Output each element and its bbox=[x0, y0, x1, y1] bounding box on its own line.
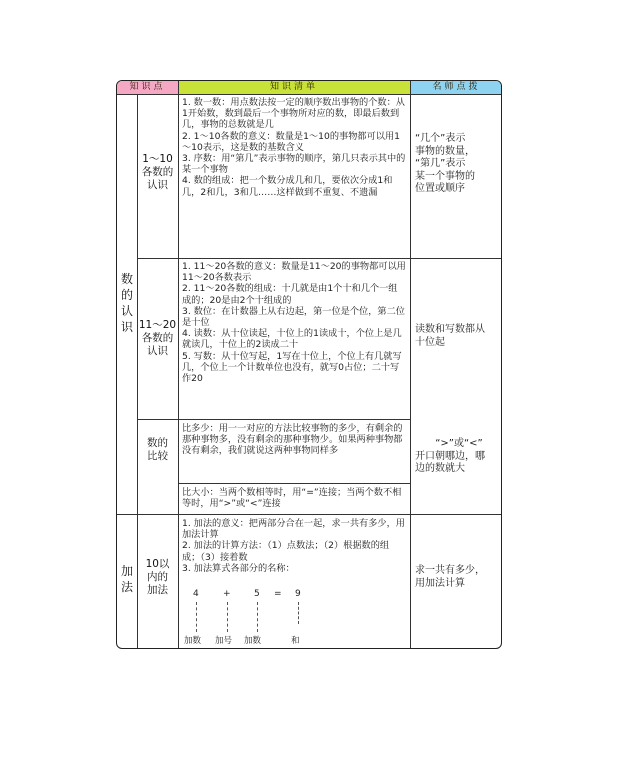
tip-11-20 bbox=[415, 324, 502, 349]
topic-addition bbox=[137, 558, 178, 597]
list-compare-amount bbox=[178, 422, 410, 457]
tip-compare bbox=[415, 438, 502, 476]
list-compare-size bbox=[178, 486, 410, 509]
topic-line: 各数的 bbox=[141, 166, 174, 178]
knowledge-table bbox=[116, 80, 502, 649]
col-divider-3 bbox=[410, 81, 411, 649]
topic-line: 10以 bbox=[145, 558, 170, 570]
equation-sum: 9 bbox=[295, 589, 301, 599]
list-item: 3. 序数：用“第几”表示事物的顺序，第几只表示其中的某一个事物 bbox=[182, 153, 406, 176]
equation-pointer bbox=[227, 602, 228, 632]
section-label: 加法 bbox=[121, 564, 134, 594]
equation-pointer bbox=[298, 602, 299, 624]
equation-addend-1: 4 bbox=[193, 589, 199, 599]
topic-line: 1～10 bbox=[142, 153, 173, 165]
tip-line: “几个”表示 bbox=[415, 133, 466, 144]
tip-line: 边的数就大 bbox=[415, 463, 465, 474]
list-item: 比大小：当两个数相等时，用“=”连接；当两个数不相等时，用“>”或“<”连接 bbox=[182, 487, 402, 510]
list-item: 比多少：用一一对应的方法比较事物的多少，有剩余的那种事物多，没有剩余的那种事物少。如果两种事物都没有剩余，我们就说这两种事物同样多 bbox=[182, 423, 403, 457]
topic-11-20 bbox=[137, 319, 178, 358]
part-label-addend: 加数 bbox=[244, 636, 262, 646]
tip-line: 事物的数量， bbox=[415, 145, 475, 157]
topic-1-10 bbox=[137, 153, 178, 192]
tip-line: “>”或“<” bbox=[435, 438, 483, 449]
header-tip: 名师点拨 bbox=[432, 82, 481, 92]
list-11-20 bbox=[178, 260, 410, 384]
part-label-plus: 加号 bbox=[215, 636, 233, 646]
topic-line: 认识 bbox=[147, 345, 168, 357]
tip-line: 读数和写数都从 bbox=[415, 324, 485, 335]
list-1-10 bbox=[178, 96, 410, 198]
list-item: 3. 加法算式各部分的名称： bbox=[182, 562, 295, 574]
list-item: 2. 加法的计算方法：（1）点数法；（2）根据数的组成；（3）接着数 bbox=[182, 540, 390, 563]
equation-addend-2: 5 bbox=[254, 589, 260, 599]
list-item: 2. 1～10各数的意义：数量是1～10的事物都可以用1～10表示，这是数的基数含义 bbox=[182, 130, 400, 153]
list-item: 4. 数的组成：把一个数分成几和几，要依次分成1和几，2和几，3和几……这样做到不重复、不遗漏 bbox=[182, 175, 393, 198]
section-label: 数的认识 bbox=[121, 272, 134, 334]
header-divider bbox=[117, 94, 502, 95]
equation-equals: = bbox=[274, 589, 282, 599]
tip-1-10 bbox=[415, 133, 502, 196]
row-divider-1 bbox=[137, 258, 502, 259]
part-label-sum: 和 bbox=[291, 636, 300, 646]
tip-line: 用加法计算 bbox=[415, 577, 465, 589]
topic-line: 比较 bbox=[147, 450, 168, 462]
topic-line: 数的 bbox=[147, 437, 168, 449]
topic-line: 加法 bbox=[147, 584, 168, 596]
topic-line: 认识 bbox=[147, 179, 168, 191]
topic-line: 各数的 bbox=[141, 332, 174, 344]
list-addition bbox=[178, 517, 410, 574]
section-number-recognition bbox=[117, 271, 137, 335]
list-item: 1. 数一数：用点数法按一定的顺序数出事物的个数：从1开始数，数到最后一个事物所对应的数，即最后数到几，事物的总数就是几 bbox=[182, 97, 405, 131]
row-divider-2 bbox=[137, 419, 410, 420]
equation-plus: + bbox=[223, 589, 231, 599]
topic-line: 11～20 bbox=[138, 319, 177, 331]
list-item: 2. 11～20各数的组成：十几就是由1个十和几个一组成的；20是由2个十组成的 bbox=[182, 283, 398, 306]
topic-compare bbox=[137, 437, 178, 463]
topic-line: 内的 bbox=[147, 571, 168, 583]
part-label-addend: 加数 bbox=[184, 636, 202, 646]
list-item: 3. 数位：在计数器上从右边起，第一位是个位，第二位是十位 bbox=[182, 305, 405, 329]
tip-line: 求一共有多少， bbox=[415, 565, 485, 576]
tip-line: 开口朝哪边，哪 bbox=[415, 450, 485, 462]
tip-line: 位置或顺序 bbox=[415, 183, 465, 194]
tip-line: “第几”表示 bbox=[415, 158, 466, 169]
header-topic: 知识点 bbox=[129, 82, 166, 92]
header-list: 知识清单 bbox=[269, 82, 318, 92]
section-addition bbox=[117, 563, 137, 595]
list-item: 1. 11～20各数的意义：数量是11～20的事物都可以用11～20各数表示 bbox=[182, 261, 406, 284]
section-divider bbox=[117, 514, 502, 515]
tip-addition bbox=[415, 565, 502, 590]
list-item: 1. 加法的意义：把两部分合在一起，求一共有多少，用加法计算 bbox=[182, 518, 405, 541]
equation-pointer bbox=[196, 602, 197, 632]
list-item: 4. 读数：从十位读起，十位上的1读成十，个位上是几就读几，十位上的2读成二十 bbox=[182, 328, 402, 351]
tip-line: 十位起 bbox=[415, 336, 445, 348]
tip-line: 某一个事物的 bbox=[415, 170, 475, 182]
equation-pointer bbox=[257, 602, 258, 632]
list-item: 5. 写数：从十位写起，1写在十位上，个位上有几就写几，个位上一个计数单位也没有，就写0占位；二十写作20 bbox=[182, 350, 402, 385]
row-divider-3 bbox=[178, 483, 410, 484]
